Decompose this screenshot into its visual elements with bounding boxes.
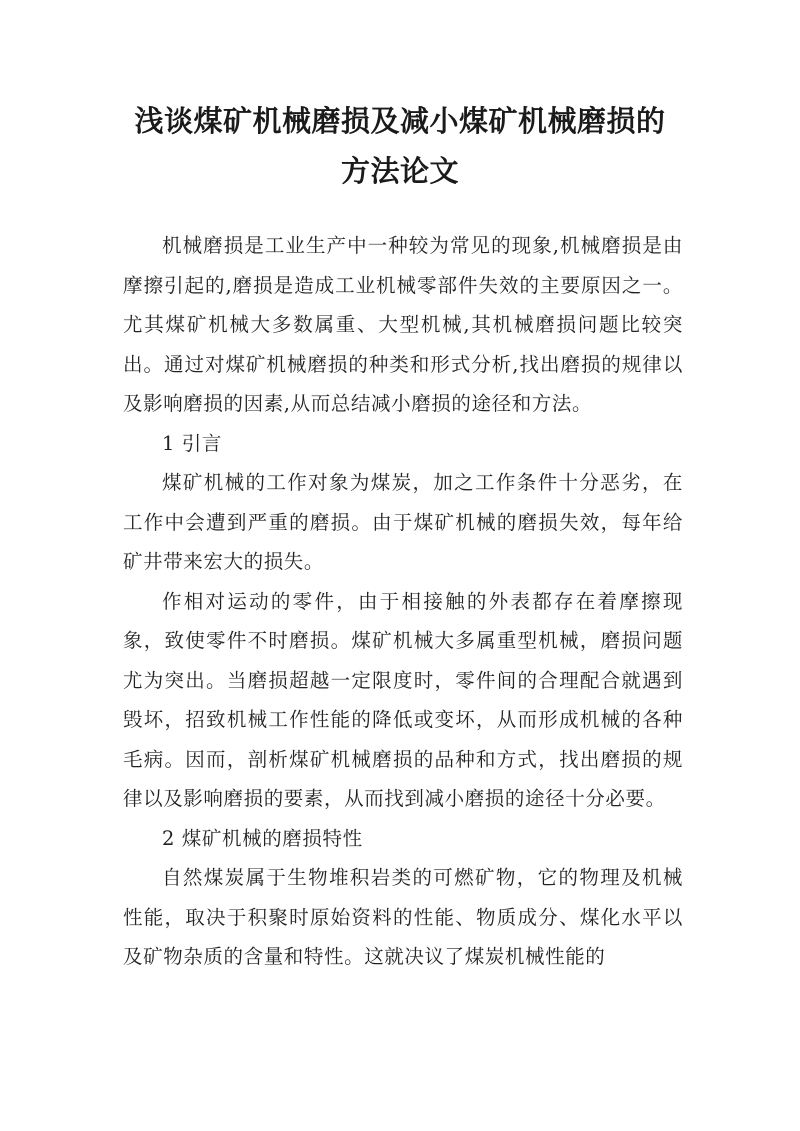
- document-title: [100, 96, 700, 196]
- title-line-2: 方法论文: [340, 154, 459, 188]
- document-body: [123, 226, 683, 977]
- section-2-heading: 2 煤矿机械的磨损特性: [162, 826, 363, 850]
- section-1-paragraph-2: 作相对运动的零件，由于相接触的外表都存在着摩擦现象，致使零件不时磨损。煤矿机械大多属重型机械，磨损问题尤为突出。当磨损超越一定限度时，零件间的合理配合就遇到毁坏，招致机械工作性能的降低或变坏，从而形成机械的各种毛病。因而，剖析煤矿机械磨损的品种和方式，找出磨损的规律以及影响磨损的要素，从而找到减小磨损的途径十分必要。: [123, 589, 683, 810]
- abstract-paragraph: 机械磨损是工业生产中一种较为常见的现象,机械磨损是由摩擦引起的,磨损是造成工业机械零部件失效的主要原因之一。尤其煤矿机械大多数属重、大型机械,其机械磨损问题比较突出。通过对煤矿机械磨损的种类和形式分析,找出磨损的规律以及影响磨损的因素,从而总结减小磨损的途径和方法。: [123, 234, 683, 415]
- section-2-paragraph-1: 自然煤炭属于生物堆积岩类的可燃矿物，它的物理及机械性能，取决于积聚时原始资料的性能、物质成分、煤化水平以及矿物杂质的含量和特性。这就决议了煤炭机械性能的: [123, 866, 683, 968]
- section-1-heading: 1 引言: [162, 431, 223, 455]
- title-line-1: 浅谈煤矿机械磨损及减小煤矿机械磨损的: [134, 104, 666, 138]
- section-1-paragraph-1: 煤矿机械的工作对象为煤炭，加之工作条件十分恶劣，在工作中会遭到严重的磨损。由于煤矿机械的磨损失效，每年给矿井带来宏大的损失。: [123, 471, 683, 573]
